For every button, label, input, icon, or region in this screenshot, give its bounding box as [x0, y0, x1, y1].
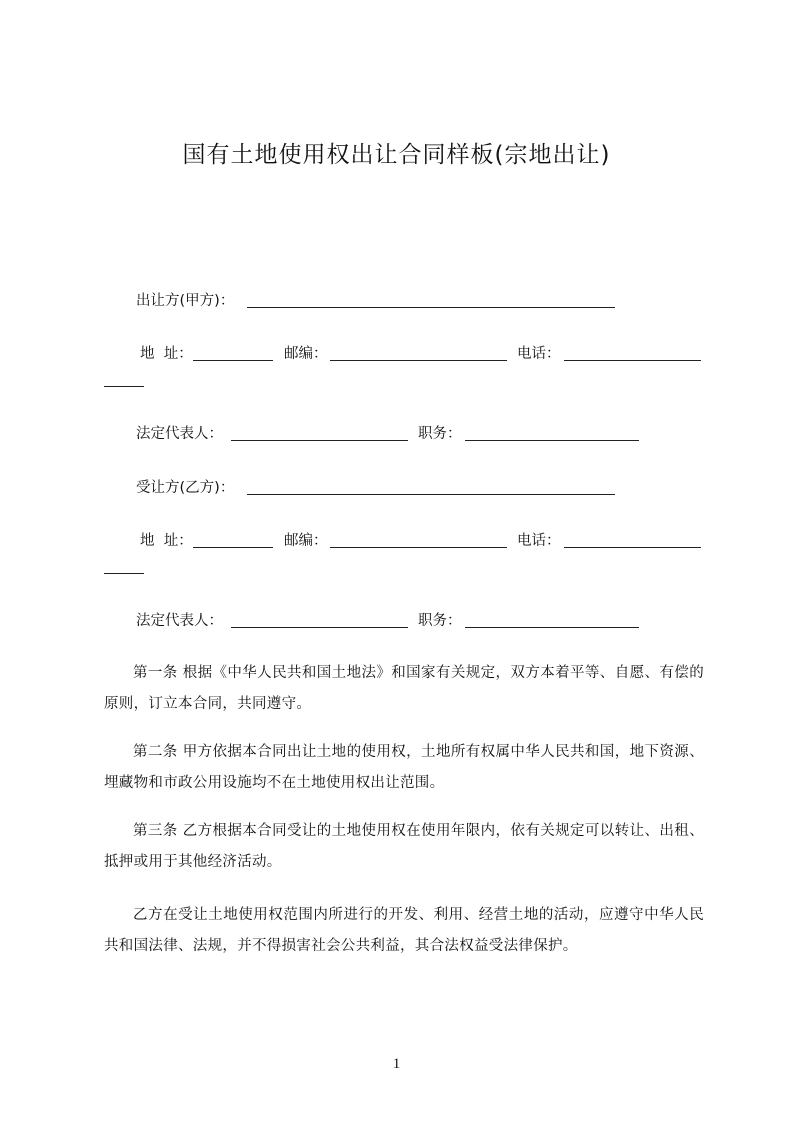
party-b-rep-blank[interactable]: [231, 627, 408, 628]
party-a-phone-blank-continued[interactable]: [104, 386, 144, 387]
party-b-position-blank[interactable]: [465, 627, 639, 628]
document-title: 国有土地使用权出让合同样板(宗地出让): [182, 142, 611, 168]
party-a-position-label: 职务：: [418, 426, 462, 442]
party-b-rep-label: 法定代表人：: [136, 613, 223, 629]
party-a-position-blank[interactable]: [465, 440, 639, 441]
party-b-phone-blank[interactable]: [564, 547, 701, 548]
party-b-phone-blank-continued[interactable]: [104, 573, 144, 574]
party-a-address-label: 地 址：: [140, 346, 193, 362]
clause-2: 第二条 甲方依据本合同出让土地的使用权，土地所有权属中华人民共和国，地下资源、埋藏物和市政公用设施均不在土地使用权出让范围。: [104, 744, 704, 791]
party-a-postcode-blank[interactable]: [330, 360, 507, 361]
party-a-phone-label: 电话：: [517, 346, 561, 362]
clause-3: 第三条 乙方根据本合同受让的土地使用权在使用年限内，依有关规定可以转让、出租、抵押或用于其他经济活动。: [104, 823, 704, 870]
clause-3-paragraph-2: 乙方在受让土地使用权范围内所进行的开发、利用、经营土地的活动，应遵守中华人民共和国法律、法规，并不得损害社会公共利益，其合法权益受法律保护。: [104, 907, 704, 954]
party-a-name-label: 出让方(甲方)：: [136, 293, 235, 309]
party-b-address-label: 地 址：: [140, 533, 193, 549]
party-b-name-blank[interactable]: [247, 494, 615, 495]
party-a-name-blank[interactable]: [247, 307, 615, 308]
party-b-postcode-blank[interactable]: [330, 547, 507, 548]
party-a-rep-blank[interactable]: [231, 440, 408, 441]
page-number: 1: [392, 1056, 401, 1072]
party-a-rep-label: 法定代表人：: [136, 426, 223, 442]
party-a-phone-blank[interactable]: [564, 360, 701, 361]
party-a-address-blank[interactable]: [193, 360, 273, 361]
party-b-position-label: 职务：: [418, 613, 462, 629]
clause-1: 第一条 根据《中华人民共和国土地法》和国家有关规定，双方本着平等、自愿、有偿的原则，订立本合同，共同遵守。: [104, 665, 704, 712]
party-b-postcode-label: 邮编：: [284, 533, 328, 549]
party-a-postcode-label: 邮编：: [284, 346, 328, 362]
party-b-name-label: 受让方(乙方)：: [136, 480, 235, 496]
party-b-address-blank[interactable]: [193, 547, 273, 548]
party-b-phone-label: 电话：: [517, 533, 561, 549]
